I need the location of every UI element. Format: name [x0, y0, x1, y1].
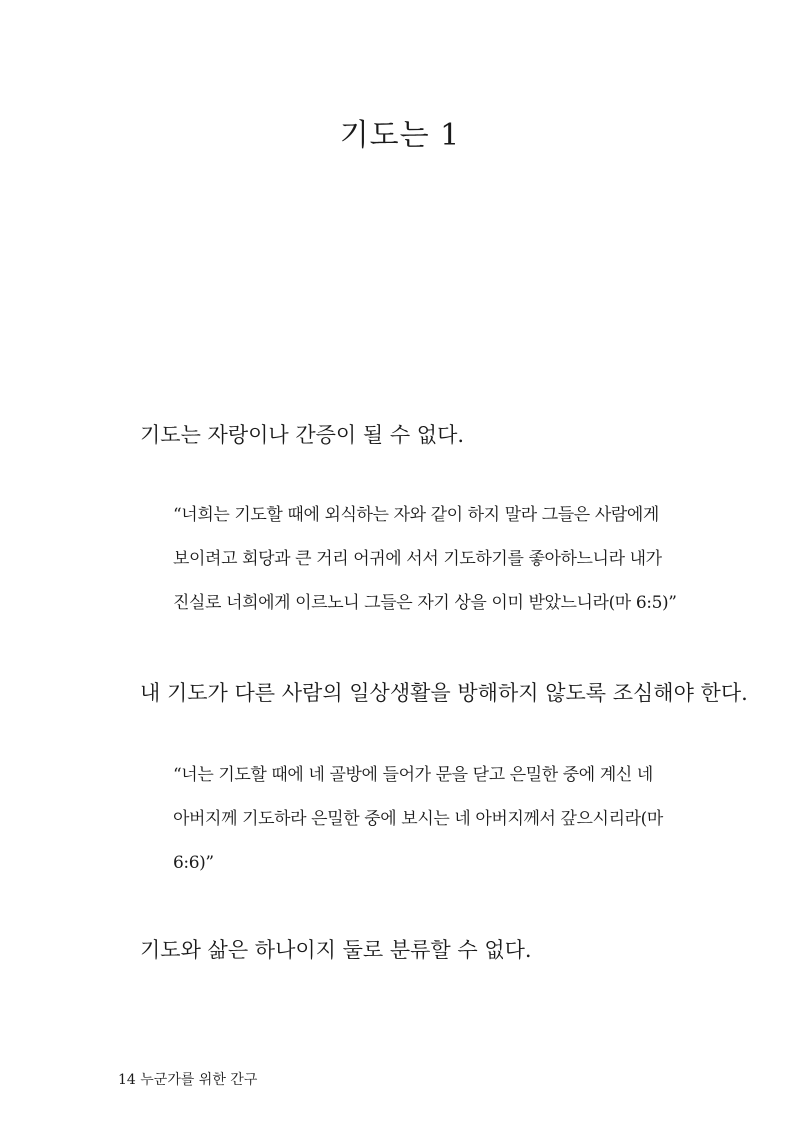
quote-line: 아버지께 기도하라 은밀한 중에 보시는 네 아버지께서 갚으시리라(마	[173, 809, 663, 829]
statement-3: 기도와 삶은 하나이지 둘로 분류할 수 없다.	[140, 938, 532, 962]
quote-line: “너는 기도할 때에 네 골방에 들어가 문을 닫고 은밀한 중에 계신 네	[173, 765, 653, 785]
quote-line: “너희는 기도할 때에 외식하는 자와 같이 하지 말라 그들은 사람에게	[173, 505, 659, 525]
quote-line: 보이려고 회당과 큰 거리 어귀에 서서 기도하기를 좋아하느니라 내가	[173, 549, 662, 569]
quote-line: 6:6)”	[173, 853, 214, 873]
page-footer: 14 누군가를 위한 간구	[118, 1072, 258, 1088]
statement-2: 내 기도가 다른 사람의 일상생활을 방해하지 않도록 조심해야 한다.	[140, 681, 748, 705]
statement-1: 기도는 자랑이나 간증이 될 수 없다.	[140, 423, 465, 447]
quote-line: 진실로 너희에게 이르노니 그들은 자기 상을 이미 받았느니라(마 6:5)”	[173, 593, 677, 613]
scripture-quote-1	[173, 500, 698, 632]
page-title: 기도는 1	[339, 118, 461, 153]
scripture-quote-2	[173, 760, 698, 892]
